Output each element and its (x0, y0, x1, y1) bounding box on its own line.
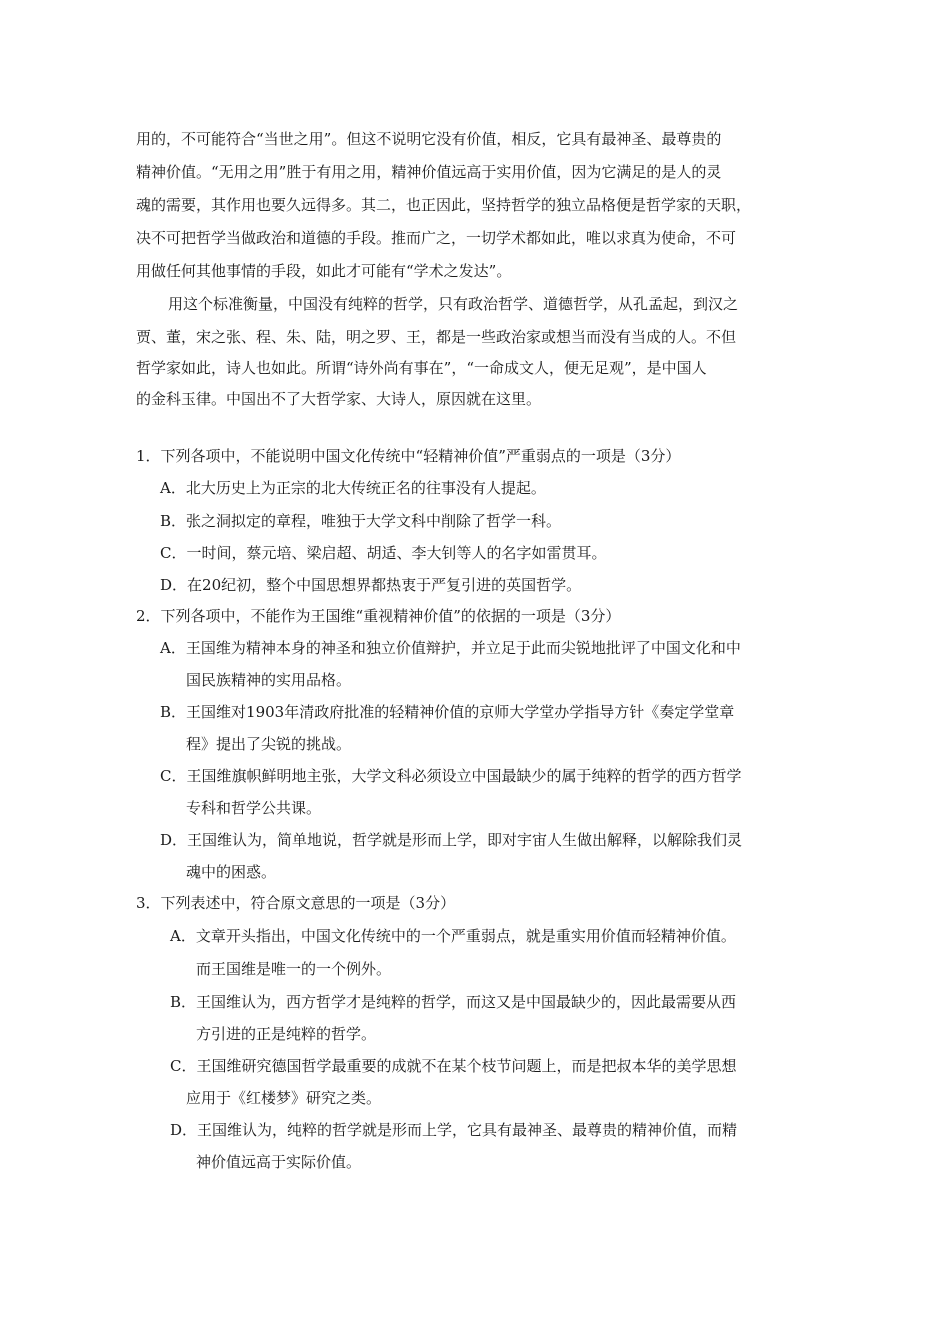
question-stem: 1．下列各项中，不能说明中国文化传统中“轻精神价值”严重弱点的一项是（3分） (136, 447, 681, 465)
option-b-cont: 程》提出了尖锐的挑战。 (186, 735, 352, 753)
option-b-cont: 方引进的正是纯粹的哲学。 (196, 1025, 377, 1043)
option-a-cont: 国民族精神的实用品格。 (186, 671, 352, 689)
option-d-cont: 魂中的困惑。 (186, 863, 277, 881)
passage-line: 决不可把哲学当做政治和道德的手段。推而广之，一切学术都如此，唯以求真为使命，不可 (136, 229, 737, 247)
option-c-cont: 专科和哲学公共课。 (186, 799, 322, 817)
passage-line: 的金科玉律。中国出不了大哲学家、大诗人，原因就在这里。 (136, 390, 542, 408)
option-d: D．王国维认为，纯粹的哲学就是形而上学，它具有最神圣、最尊贵的精神价值，而精 (170, 1121, 738, 1139)
option-b: B．王国维对1903年清政府批准的轻精神价值的京师大学堂办学指导方针《奏定学堂章 (160, 703, 735, 721)
option-d-cont: 神价值远高于实际价值。 (196, 1153, 362, 1171)
option-a: A．王国维为精神本身的神圣和独立价值辩护，并立足于此而尖锐地批评了中国文化和中 (160, 639, 741, 657)
option-a: A．文章开头指出，中国文化传统中的一个严重弱点，就是重实用价值而轻精神价值。 (170, 927, 736, 945)
question-stem: 3．下列表述中，符合原文意思的一项是（3分） (136, 894, 456, 912)
option-c: C．王国维旗帜鲜明地主张，大学文科必须设立中国最缺少的属于纯粹的哲学的西方哲学 (160, 767, 742, 785)
passage-line: 精神价值。“无用之用”胜于有用之用，精神价值远高于实用价值，因为它满足的是人的灵 (136, 163, 722, 181)
passage-line: 用这个标准衡量，中国没有纯粹的哲学，只有政治哲学、道德哲学，从孔孟起，到汉之 (168, 295, 739, 313)
option-c: C．一时间，蔡元培、梁启超、胡适、李大钊等人的名字如雷贯耳。 (160, 544, 607, 562)
option-a-cont: 而王国维是唯一的一个例外。 (196, 960, 392, 978)
option-d: D．王国维认为，简单地说，哲学就是形而上学，即对宇宙人生做出解释，以解除我们灵 (160, 831, 743, 849)
option-b: B．王国维认为，西方哲学才是纯粹的哲学，而这又是中国最缺少的，因此最需要从西 (170, 993, 737, 1011)
passage-line: 哲学家如此，诗人也如此。所谓“诗外尚有事在”，“一命成文人，便无足观”，是中国人 (136, 359, 707, 377)
question-stem: 2．下列各项中，不能作为王国维“重视精神价值”的依据的一项是（3分） (136, 607, 621, 625)
option-c: C．王国维研究德国哲学最重要的成就不在某个枝节问题上，而是把叔本华的美学思想 (170, 1057, 737, 1075)
passage-line: 用的，不可能符合“当世之用”。但这不说明它没有价值，相反，它具有最神圣、最尊贵的 (136, 130, 722, 148)
passage-line: 贾、董，宋之张、程、朱、陆，明之罗、王，都是一些政治家或想当而没有当成的人。不但 (136, 328, 737, 346)
option-b: B．张之洞拟定的章程，唯独于大学文科中削除了哲学一科。 (160, 512, 562, 530)
option-a: A．北大历史上为正宗的北大传统正名的往事没有人提起。 (160, 479, 546, 497)
option-d: D．在20纪初，整个中国思想界都热衷于严复引进的英国哲学。 (160, 576, 582, 594)
passage-line: 魂的需要，其作用也要久远得多。其二，也正因此，坚持哲学的独立品格便是哲学家的天职， (136, 196, 752, 214)
option-c-cont: 应用于《红楼梦》研究之类。 (186, 1089, 382, 1107)
passage-line: 用做任何其他事情的手段，如此才可能有“学术之发达”。 (136, 262, 512, 280)
